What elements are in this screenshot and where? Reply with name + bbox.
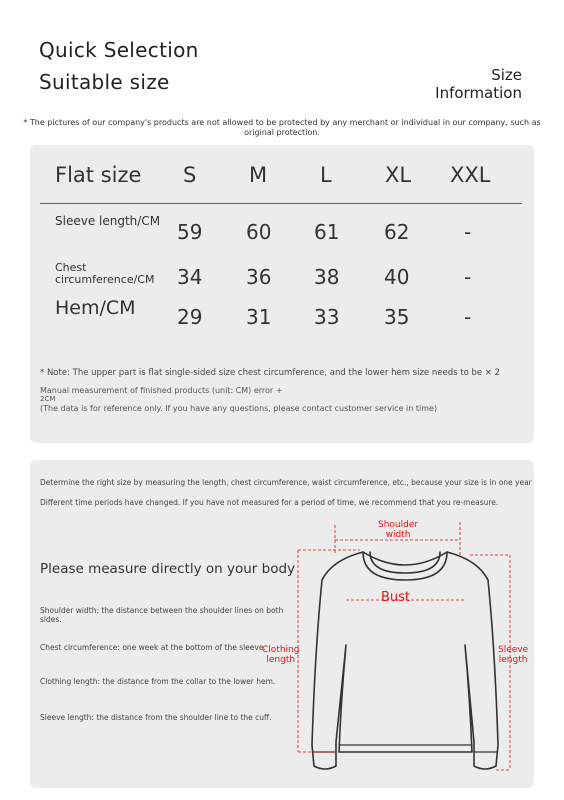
chest-l-value: 38 <box>314 265 340 289</box>
size-header-xl: XL <box>385 163 412 187</box>
shirt-body-outline <box>312 552 498 769</box>
copyright-disclaimer <box>0 118 564 138</box>
sleeve-s-value: 59 <box>177 220 203 244</box>
sleeve-xxl-value: - <box>464 220 472 244</box>
size-header-xxl: XXL <box>450 163 491 187</box>
sleeve-m-value: 60 <box>246 220 272 244</box>
sleeve-label-line-2: length <box>498 655 528 665</box>
chest-s-value: 34 <box>177 265 203 289</box>
shoulder-width-instruction: Shoulder width: the distance between the shoulder lines on both sides. <box>40 606 284 624</box>
hem-l-value: 33 <box>314 305 340 329</box>
hem-s-value: 29 <box>177 305 203 329</box>
chest-xl-value: 40 <box>384 265 410 289</box>
measure-title: Please measure directly on your body <box>40 561 296 577</box>
clothing-length-instruction: Clothing length: the distance from the collar to the lower hem. <box>40 677 276 686</box>
measuring-guide-panel <box>30 460 534 788</box>
clothing-length-label <box>262 645 299 665</box>
sleeve-label-line-1: Sleeve <box>498 645 529 655</box>
shoulder-label-line-2: width <box>385 530 411 540</box>
sleeve-length-label <box>498 645 528 665</box>
chest-label-line-1: Chest <box>55 261 87 274</box>
chest-m-value: 36 <box>246 265 272 289</box>
table-divider <box>40 203 522 204</box>
title-quick-selection: Quick Selection <box>39 38 199 62</box>
row-label-hem: Hem/CM <box>55 297 136 319</box>
hem-m-value: 31 <box>246 305 272 329</box>
title-suitable-size: Suitable size <box>39 70 170 94</box>
shoulder-label-line-1: Shoulder <box>378 520 419 530</box>
sleeve-xl-value: 62 <box>384 220 410 244</box>
bust-label: Bust <box>381 590 411 605</box>
guide-intro-2: Different time periods have changed. If you have not measured for a period of time, we recommend that you re-measure. <box>40 498 499 507</box>
chest-xxl-value: - <box>464 265 472 289</box>
sleeve-l-value: 61 <box>314 220 340 244</box>
measurement-error-line-2: 2CM <box>40 395 56 403</box>
garment-diagram <box>30 460 534 788</box>
disclaimer-line-2: original protection. <box>244 128 320 137</box>
row-label-sleeve-length: Sleeve length/CM <box>55 214 161 228</box>
clothing-label-line-2: length <box>266 655 296 665</box>
disclaimer-line-1: * The pictures of our company's products are not allowed to be protected by any merchant or individual in our company, such as <box>23 118 541 127</box>
long-sleeve-shirt-outline <box>312 552 498 769</box>
size-header-s: S <box>183 163 197 187</box>
neckline-inner <box>370 552 440 573</box>
guide-intro-1: Determine the right size by measuring the length, chest circumference, waist circumference, etc., because your size is in one year <box>40 478 532 487</box>
measurement-error-line-1: Manual measurement of finished products (unit: CM) error + <box>40 386 283 395</box>
flat-size-note: * Note: The upper part is flat single-sided size chest circumference, and the lower hem size needs to be × 2 <box>40 368 501 378</box>
information-label: Information <box>435 84 522 102</box>
chest-circumference-instruction: Chest circumference: one week at the bottom of the sleeve. <box>40 643 266 652</box>
clothing-label-line-1: Clothing <box>262 645 300 655</box>
reference-note: (The data is for reference only. If you have any questions, please contact customer service in time) <box>40 404 438 413</box>
size-header-l: L <box>320 163 332 187</box>
size-header-m: M <box>249 163 268 187</box>
hem-xl-value: 35 <box>384 305 410 329</box>
hem-xxl-value: - <box>464 305 472 329</box>
shoulder-width-label <box>378 520 418 540</box>
size-table-panel <box>30 145 534 443</box>
size-info-label: Size <box>491 66 522 84</box>
sleeve-length-instruction: Sleeve length: the distance from the shoulder line to the cuff. <box>40 713 272 722</box>
flat-size-header: Flat size <box>55 163 142 187</box>
chest-label-line-2: circumference/CM <box>55 273 155 286</box>
row-label-chest <box>55 262 154 286</box>
